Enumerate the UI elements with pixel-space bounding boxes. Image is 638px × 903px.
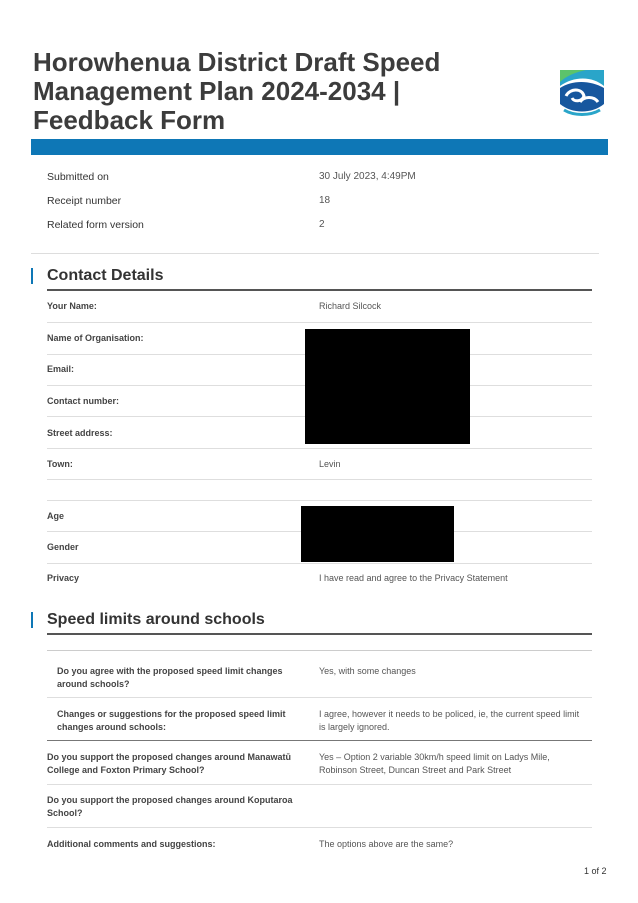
- section-accent: [31, 612, 33, 628]
- section-heading-contact: Contact Details: [47, 267, 164, 284]
- section-heading-schools: Speed limits around schools: [47, 611, 265, 628]
- redaction-block-demographics: [301, 506, 454, 562]
- question-answer: Yes – Option 2 variable 30km/h speed limit on Ladys Mile, Robinson Street, Duncan Street and Park Street: [319, 752, 550, 775]
- divider: [31, 253, 599, 254]
- question-row: [47, 785, 592, 828]
- field-row: [47, 564, 592, 592]
- question-label: Changes or suggestions for the proposed speed limit changes around schools:: [57, 709, 286, 732]
- field-label: Contact number:: [47, 396, 119, 406]
- field-label: Gender: [47, 542, 79, 552]
- title-line: Management Plan 2024-2034 |: [33, 76, 401, 106]
- meta-value: 2: [319, 219, 325, 230]
- meta-label: Submitted on: [47, 171, 109, 183]
- submission-meta: [47, 171, 599, 243]
- meta-row: [47, 219, 599, 243]
- field-label: Town:: [47, 459, 73, 469]
- section-accent: [31, 268, 33, 284]
- question-label: Additional comments and suggestions:: [47, 839, 216, 849]
- header-band: [31, 139, 608, 155]
- meta-label: Receipt number: [47, 195, 122, 207]
- field-row: [47, 449, 592, 480]
- meta-label: Related form version: [47, 219, 144, 231]
- question-label: Do you support the proposed changes around Manawatū College and Foxton Primary School?: [47, 752, 292, 775]
- question-row: [47, 698, 592, 741]
- question-row: [47, 828, 592, 854]
- field-label: Age: [47, 511, 65, 521]
- meta-value: 30 July 2023, 4:49PM: [319, 171, 416, 182]
- field-label: Your Name:: [47, 301, 97, 311]
- title-line: Feedback Form: [33, 105, 226, 135]
- field-value: I have read and agree to the Privacy Statement: [319, 573, 508, 583]
- page-number: 1 of 2: [584, 866, 607, 876]
- title-line: Horowhenua District Draft Speed: [33, 47, 441, 77]
- question-answer: The options above are the same?: [319, 839, 454, 849]
- meta-row: [47, 171, 599, 195]
- form-title: [33, 48, 503, 135]
- field-value: Richard Silcock: [319, 301, 382, 311]
- question-label: Do you agree with the proposed speed limit changes around schools?: [57, 666, 283, 689]
- question-row: [47, 651, 592, 698]
- question-answer: I agree, however it needs to be policed, ie, the current speed limit is largely ignored.: [319, 709, 580, 732]
- question-answer: Yes, with some changes: [319, 666, 416, 676]
- question-label: Do you support the proposed changes around Koputaroa School?: [47, 795, 293, 818]
- field-label: Email:: [47, 364, 75, 374]
- field-row-empty: [47, 480, 592, 501]
- question-row: [47, 742, 592, 785]
- field-label: Name of Organisation:: [47, 333, 144, 343]
- field-value: Levin: [319, 459, 341, 469]
- horowhenua-council-logo-icon: [556, 66, 608, 118]
- meta-row: [47, 195, 599, 219]
- field-label: Privacy: [47, 573, 80, 583]
- section-rule: [47, 633, 592, 635]
- field-row: [47, 291, 592, 323]
- meta-value: 18: [319, 195, 331, 206]
- redaction-block-contact: [305, 329, 470, 444]
- field-label: Street address:: [47, 428, 113, 438]
